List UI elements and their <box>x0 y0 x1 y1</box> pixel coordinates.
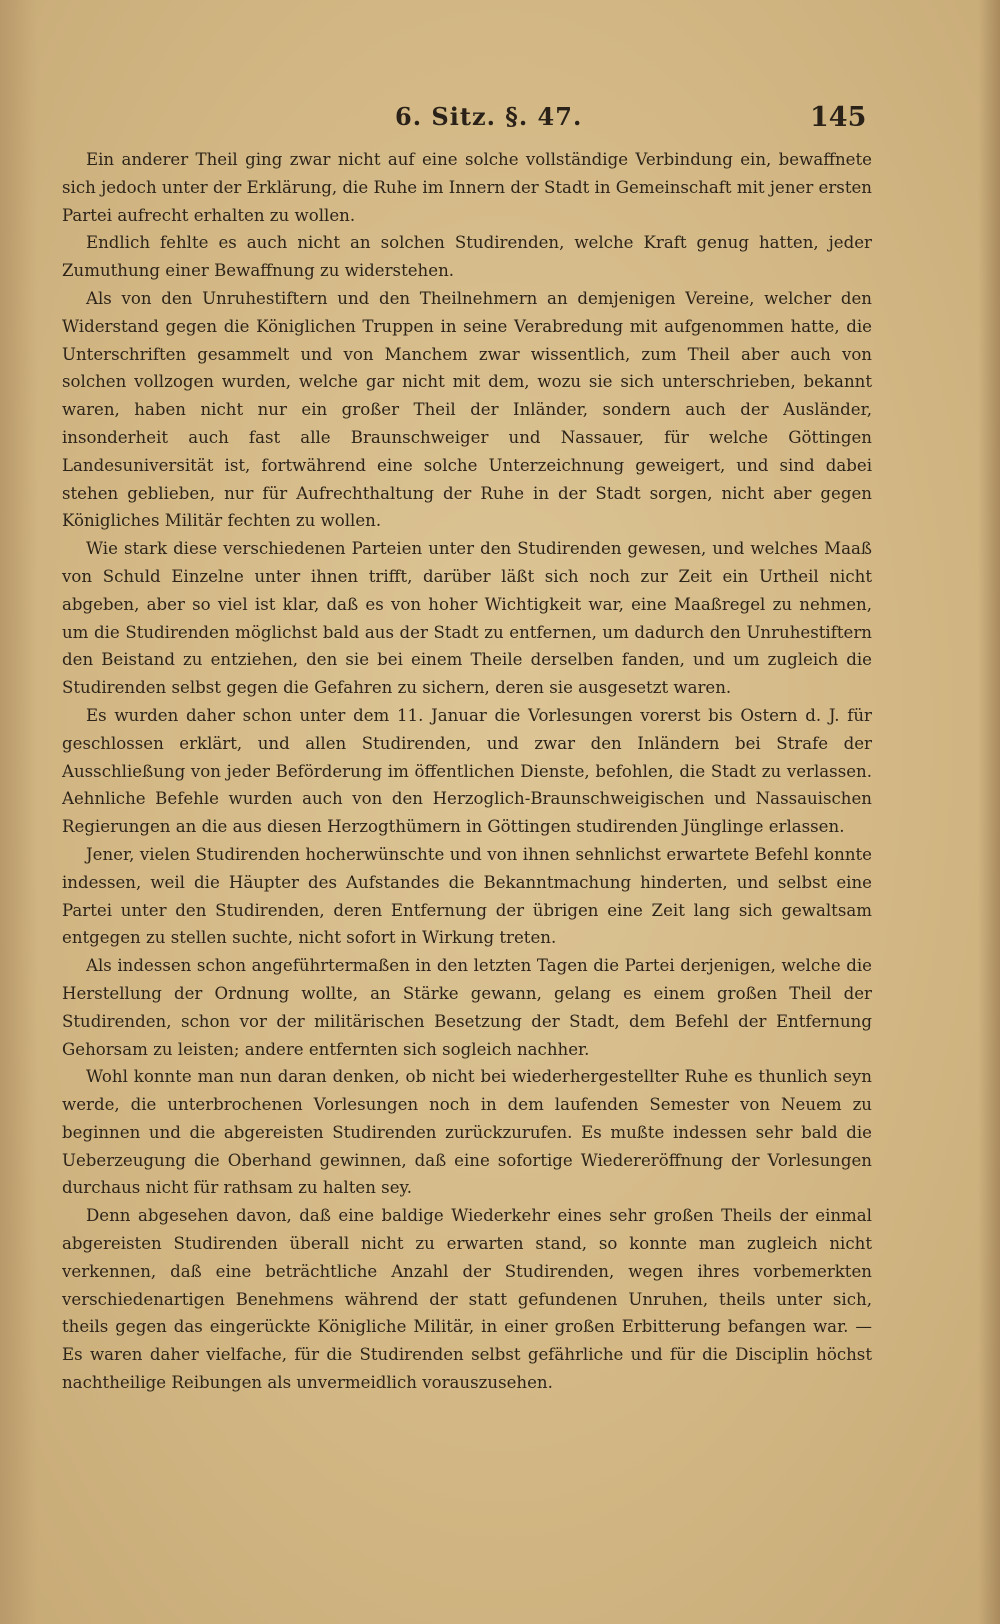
paragraph: Denn abgesehen davon, daß eine baldige Wiederkehr eines sehr großen Theils der einmal abgereisten Studirenden überall nicht zu erwarten stand, so konnte man zugleich nicht verkennen, daß eine beträchtliche Anzahl der Studirenden, wegen ihres vorbemerkten verschiedenartigen Benehmens während der statt gefundenen Unruhen, theils unter sich, theils gegen das eingerückte Königliche Militär, in einer großen Erbitterung befangen war. — Es waren daher vielfache, für die Studirenden selbst gefährliche und für die Disciplin höchst nachtheilige Reibungen als unvermeidlich vorauszusehen. <box>62 1206 872 1393</box>
body-text <box>62 146 872 1397</box>
paragraph: Als von den Unruhestiftern und den Theilnehmern an demjenigen Vereine, welcher den Widerstand gegen die Königlichen Truppen in seine Verabredung mit aufgenommen hatte, die Unterschriften gesammelt und von Manchem zwar wissentlich, zum Theil aber auch von solchen vollzogen wurden, welche gar nicht mit dem, wozu sie sich unterschrieben, bekannt waren, haben nicht nur ein großer Theil der Inländer, sondern auch der Ausländer, insonderheit auch fast alle Braunschweiger und Nassauer, für welche Göttingen Landesuniversität ist, fortwährend eine solche Unterzeichnung geweigert, und sind dabei stehen geblieben, nur für Aufrechthaltung der Ruhe in der Stadt sorgen, nicht aber gegen Königliches Militär fechten zu wollen. <box>62 288 872 531</box>
paragraph: Es wurden daher schon unter dem 11. Januar die Vorlesungen vorerst bis Ostern d. J. für geschlossen erklärt, und allen Studirenden, und zwar den Inländern bei Strafe der Ausschließung von jeder Beförderung im öffentlichen Dienste, befohlen, die Stadt zu verlassen. Aehnliche Befehle wurden auch von den Herzoglich-Braunschweigischen und Nassauischen Regierungen an die aus diesen Herzogthümern in Göttingen studirenden Jünglinge erlassen. <box>62 705 872 837</box>
paragraph: Endlich fehlte es auch nicht an solchen Studirenden, welche Kraft genug hatten, jeder Zumuthung einer Bewaffnung zu widerstehen. <box>62 233 872 281</box>
paragraph: Wie stark diese verschiedenen Parteien unter den Studirenden gewesen, und welches Maaß von Schuld Einzelne unter ihnen trifft, darüber läßt sich noch zur Zeit ein Urtheil nicht abgeben, aber so viel ist klar, daß es von hoher Wichtigkeit war, eine Maaßregel zu nehmen, um die Studirenden möglichst bald aus der Stadt zu entfernen, um dadurch den Unruhestiftern den Beistand zu entziehen, den sie bei einem Theile derselben fanden, und um zugleich die Studirenden selbst gegen die Gefahren zu sichern, deren sie ausgesetzt waren. <box>62 539 872 698</box>
paragraph: Wohl konnte man nun daran denken, ob nicht bei wiederhergestellter Ruhe es thunlich seyn werde, die unterbrochenen Vorlesungen noch in dem laufenden Semester von Neuem zu beginnen und die abgereisten Studirenden zurückzurufen. Es mußte indessen sehr bald die Ueberzeugung die Oberhand gewinnen, daß eine sofortige Wiedereröffnung der Vorlesungen durchaus nicht für rathsam zu halten sey. <box>62 1067 872 1198</box>
paragraph: Ein anderer Theil ging zwar nicht auf eine solche vollständige Verbindung ein, bewaffnete sich jedoch unter der Erklärung, die Ruhe im Innern der Stadt in Gemeinschaft mit jener ersten Partei aufrecht erhalten zu wollen. <box>62 150 872 225</box>
paragraph: Als indessen schon angeführtermaßen in den letzten Tagen die Partei derjenigen, welche die Herstellung der Ordnung wollte, an Stärke gewann, gelang es einem großen Theil der Studirenden, schon vor der militärischen Besetzung der Stadt, dem Befehl der Entfernung Gehorsam zu leisten; andere entfernten sich sogleich nachher. <box>62 956 872 1059</box>
running-head: 6. Sitz. §. 47. <box>395 102 583 131</box>
page-number: 145 <box>810 102 867 133</box>
page-header <box>0 102 1000 138</box>
paragraph: Jener, vielen Studirenden hocherwünschte und von ihnen sehnlichst erwartete Befehl konnte indessen, weil die Häupter des Aufstandes die Bekanntmachung hinderten, und selbst eine Partei unter den Studirenden, deren Entfernung der übrigen eine Zeit lang sich gewaltsam entgegen zu stellen suchte, nicht sofort in Wirkung treten. <box>62 844 872 948</box>
